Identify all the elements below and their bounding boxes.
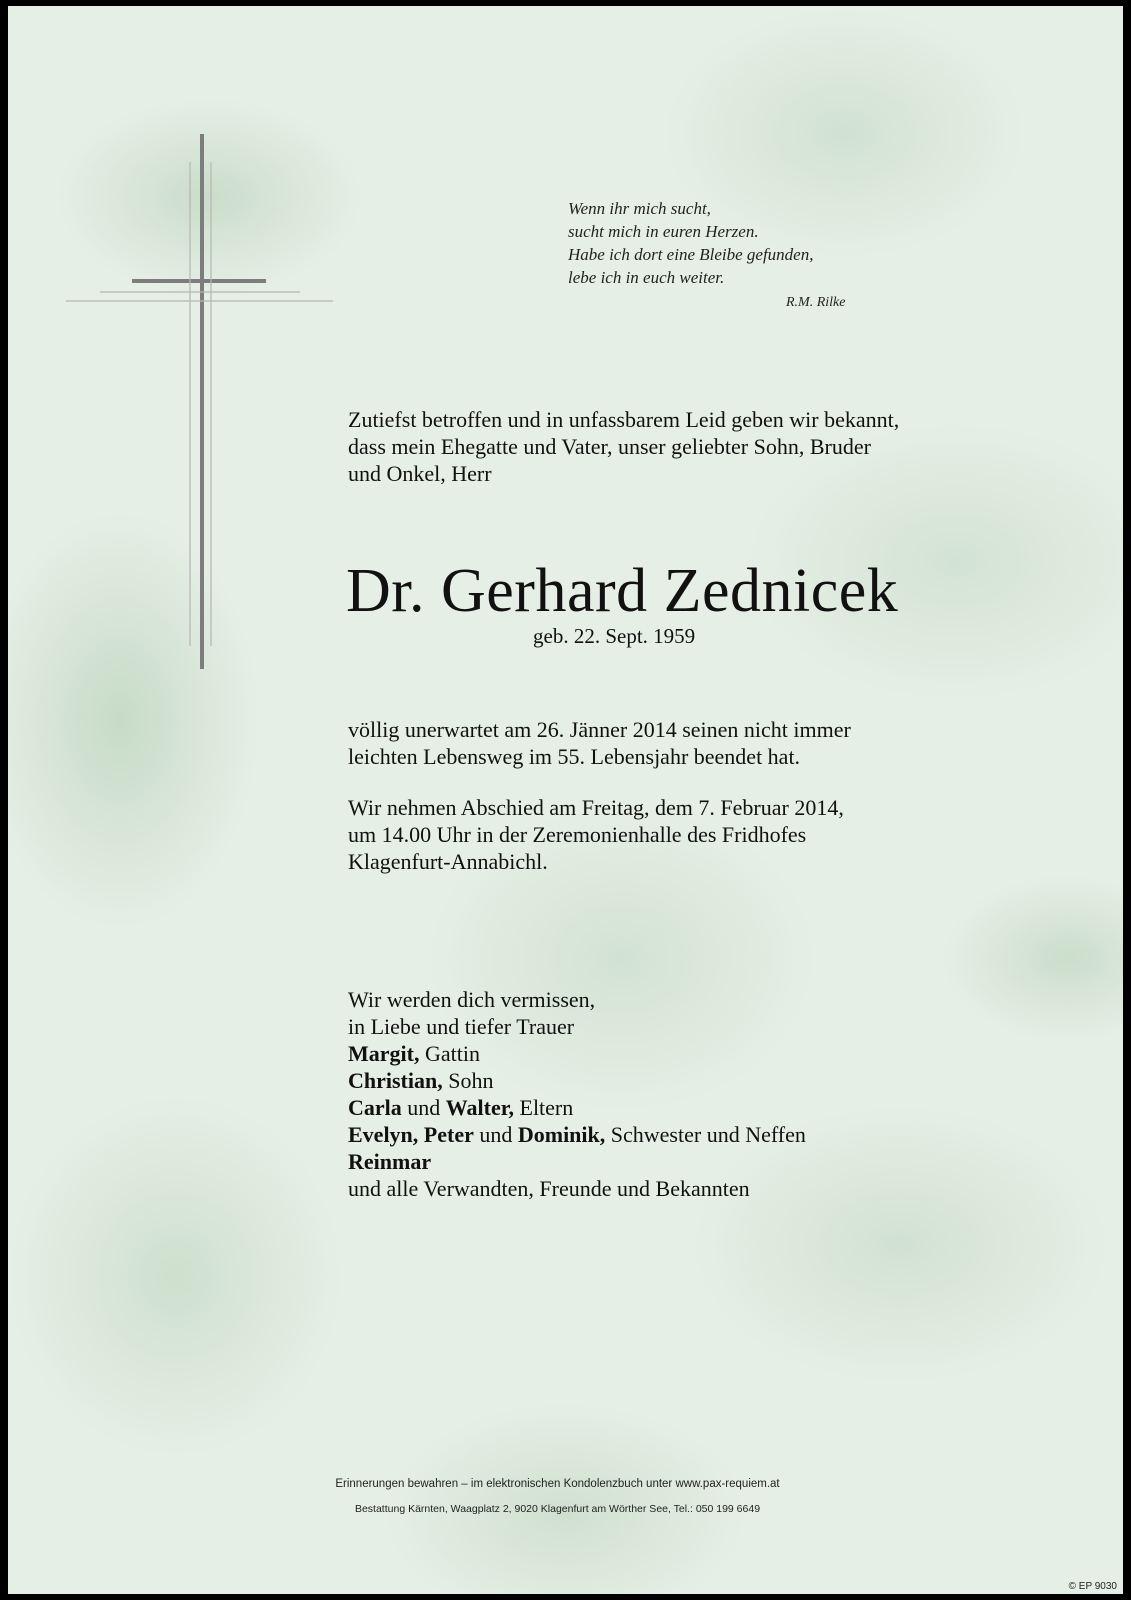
footer-kondolenzbuch: Erinnerungen bewahren – im elektronischen Kondolenzbuch unter www.pax-requiem.at <box>335 1478 780 1490</box>
funeral-line: um 14.00 Uhr in der Zeremonienhalle des Fridhofes <box>348 822 807 847</box>
mourners-list <box>348 986 806 1202</box>
mourner-conjunction: und <box>473 1122 518 1147</box>
mourner-relation: Gattin <box>419 1041 480 1066</box>
mourner-line <box>348 1121 806 1148</box>
mourner-line <box>348 1040 806 1067</box>
mourner-conjunction: und <box>401 1095 446 1120</box>
quote-line: Habe ich dort eine Bleibe gefunden, <box>568 245 814 264</box>
intro-line: dass mein Ehegatte und Vater, unser geliebter Sohn, Bruder <box>348 434 871 459</box>
quote-line: sucht mich in euren Herzen. <box>568 222 759 241</box>
mourner-name: Walter, <box>445 1095 514 1120</box>
deceased-name: Dr. Gerhard Zednicek <box>346 557 899 625</box>
birth-date: geb. 22. Sept. 1959 <box>533 624 696 648</box>
footer-address: Bestattung Kärnten, Waagplatz 2, 9020 Klagenfurt am Wörther See, Tel.: 050 199 6649 <box>354 1503 761 1515</box>
mourner-relation: Schwester und Neffen <box>605 1122 806 1147</box>
quote-author: R.M. Rilke <box>786 295 846 310</box>
intro-text <box>348 406 899 487</box>
mourner-relation: Sohn <box>442 1068 494 1093</box>
rilke-quote <box>568 197 845 314</box>
mourner-name: Evelyn, <box>348 1122 419 1147</box>
mourner-line <box>348 1094 806 1121</box>
mourner-name: Peter <box>418 1122 474 1147</box>
funeral-line: Wir nehmen Abschied am Freitag, dem 7. Februar 2014, <box>348 795 844 820</box>
mourner-name: Margit, <box>348 1041 420 1066</box>
mourner-name: Dominik, <box>517 1122 606 1147</box>
print-code: © EP 9030 <box>1068 1581 1117 1592</box>
mourner-line: Wir werden dich vermissen, <box>348 987 596 1012</box>
funeral-line: Klagenfurt-Annabichl. <box>348 849 548 874</box>
mourner-name: Reinmar <box>348 1149 432 1174</box>
obituary-paper <box>8 6 1123 1594</box>
mourner-line: und alle Verwandten, Freunde und Bekannten <box>348 1176 750 1201</box>
death-line: völlig unerwartet am 26. Jänner 2014 seinen nicht immer <box>348 717 851 742</box>
mourner-name: Christian, <box>348 1068 443 1093</box>
death-line: leichten Lebensweg im 55. Lebensjahr beendet hat. <box>348 744 801 769</box>
quote-line: lebe ich in euch weiter. <box>568 268 725 287</box>
death-text <box>348 716 851 770</box>
mourner-line <box>348 1148 806 1175</box>
quote-line: Wenn ihr mich sucht, <box>568 199 711 218</box>
intro-line: und Onkel, Herr <box>348 461 492 486</box>
mourner-name: Carla <box>348 1095 402 1120</box>
intro-line: Zutiefst betroffen und in unfassbarem Leid geben wir bekannt, <box>348 407 900 432</box>
cross-icon <box>8 6 368 706</box>
funeral-text <box>348 794 844 875</box>
mourner-line <box>348 1067 806 1094</box>
mourner-line: in Liebe und tiefer Trauer <box>348 1014 575 1039</box>
mourner-relation: Eltern <box>514 1095 574 1120</box>
